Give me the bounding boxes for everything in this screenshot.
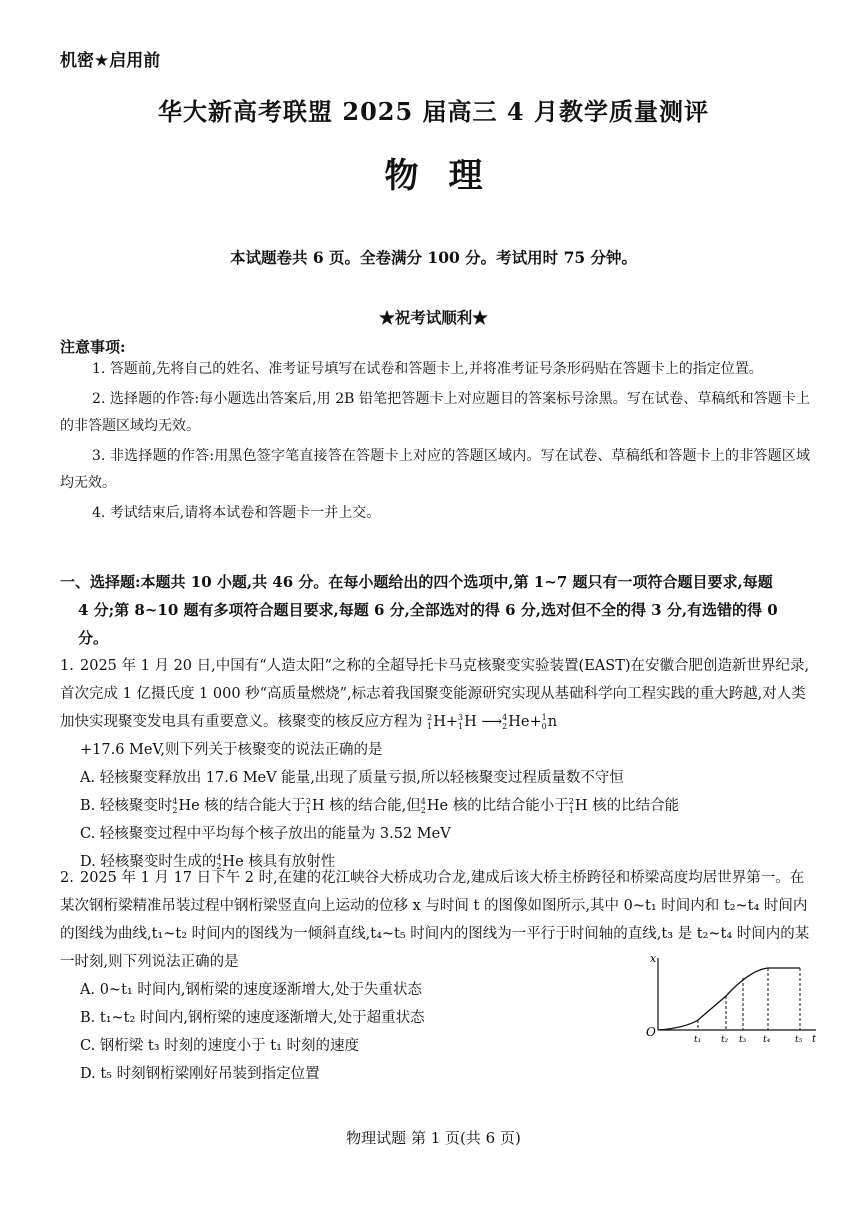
notice-item: 1. 答题前,先将自己的姓名、准考证号填写在试卷和答题卡上,并将准考证号条形码贴在答题卡上的指定位置。 (92, 361, 763, 377)
question-stem (60, 652, 812, 736)
origin-label: O (646, 1025, 656, 1039)
t-axis-label: t (812, 1034, 817, 1042)
notice-item: 2. 选择题的作答:每小题选出答案后,用 2B 铅笔把答题卡上对应题目的答案标号涂黑。写在试卷、草稿纸和答题卡上的非答题区域均无效。 (60, 391, 810, 434)
notice-item: 3. 非选择题的作答:用黑色签字笔直接答在答题卡上对应的答题区域内。写在试卷、草稿纸和答题卡上的非答题区域均无效。 (60, 448, 810, 491)
option-a: A. 0~t₁ 时间内,钢桁梁的速度逐渐增大,处于失重状态 (80, 982, 423, 998)
stem-text: 2025 年 1 月 20 日,中国有“人造太阳”之称的全超导托卡马克核聚变实验装置(EAST)在安徽合肥创造新世界纪录,首次完成 1 亿摄氏度 1 000 秒“高质量燃烧”,标志着我国聚变能源研究实现从基础科学向工程实践的重大跨越,对人类加快实现聚变发电具有重要意义。核聚变的核反应方程为 (60, 658, 810, 730)
option-b: B. t₁~t₂ 时间内,钢桁梁的速度逐渐增大,处于超重状态 (80, 1010, 425, 1026)
option-c: C. 钢桁梁 t₃ 时刻的速度小于 t₁ 时刻的速度 (80, 1038, 360, 1054)
tick-label: t₃ (739, 1035, 747, 1042)
tick-label: t₄ (763, 1035, 771, 1042)
option-b: B. 轻核聚变时 4 2 He 核的结合能大于 2 1 H 核的结合能,但 4 2 He 核的比结合能小于 2 1 H 核的比结合能 (80, 797, 680, 815)
confidential-mark: 机密★启用前 (60, 51, 161, 71)
y-axis-label: x (650, 952, 657, 965)
stem-text: 2025 年 1 月 17 日下午 2 时,在建的花江峡谷大桥成功合龙,建成后该大桥主桥跨径和桥梁高度均居世界第一。在某次钢桁梁精准吊装过程中钢桁梁竖直向上运动的位移 x 与时间 t 的图像如图所示,其中 0~t₁ 时间内和 t₂~t₄ 时间内的图线为曲线,t₁~t₂ 时间内的图线为一倾斜直线,t₄~t₅ 时间内的图线为一平行于时间轴的直线,t₃ 是 t₂~t₄ 时间内的某一时刻,则下列说法正确的是 (60, 870, 810, 970)
notice-item: 4. 考试结束后,请将本试卷和答题卡一并上交。 (92, 505, 381, 521)
option-c: C. 轻核聚变过程中平均每个核子放出的能量为 3.52 MeV (80, 826, 451, 842)
good-luck-line: ★祝考试顺利★ (379, 308, 488, 327)
tick-label: t₂ (721, 1035, 729, 1042)
section-line1: 一、选择题:本题共 10 小题,共 46 分。在每小题给出的四个选项中,第 1~7 题只有一项符合题目要求,每题 (60, 573, 773, 591)
exam-info: 本试题卷共 6 页。全卷满分 100 分。考试用时 75 分钟。 (229, 248, 638, 267)
option-d: D. 轻核聚变时生成的 4 2 He 核具有放射性 (80, 853, 336, 871)
section-header (60, 568, 812, 652)
reaction-equation: 2 1 H+ 3 1 H ⟶ 4 2 He+ 1 0 n (427, 713, 558, 731)
tick-label: t₁ (694, 1035, 702, 1042)
option-d: D. t₅ 时刻钢桁梁刚好吊装到指定位置 (80, 1066, 320, 1082)
notice-heading: 注意事项: (60, 338, 126, 356)
tick-label: t₅ (795, 1035, 803, 1042)
stem-continued: +17.6 MeV,则下列关于核聚变的说法正确的是 (80, 742, 383, 758)
exam-title: 华大新高考联盟 2025 届高三 4 月教学质量测评 (158, 97, 709, 126)
page-footer: 物理试题 第 1 页(共 6 页) (346, 1129, 521, 1147)
subject-title: 物理 (384, 156, 513, 196)
question-number: 2. (60, 870, 74, 886)
section-rest: 4 分;第 8~10 题有多项符合题目要求,每题 6 分,全部选对的得 6 分,选对但不全的得 3 分,有选错的得 0 分。 (78, 601, 778, 647)
question-1 (60, 652, 812, 876)
x-t-graph (640, 952, 820, 1042)
notice-list (60, 356, 810, 530)
option-a: A. 轻核聚变释放出 17.6 MeV 能量,出现了质量亏损,所以轻核聚变过程质量数不守恒 (80, 770, 624, 786)
question-number: 1. (60, 658, 74, 674)
